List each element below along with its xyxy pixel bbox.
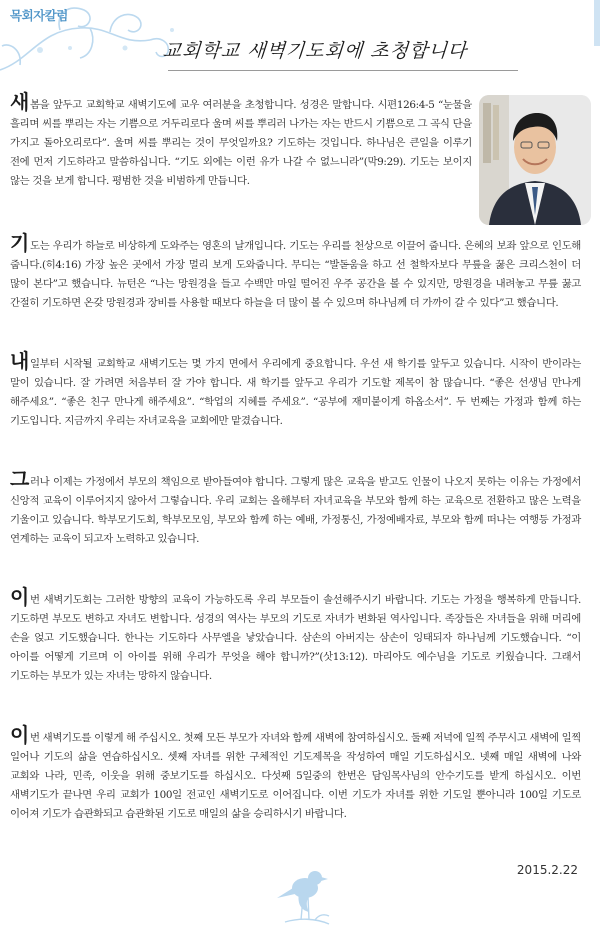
pastor-photo [479, 95, 591, 225]
column-tag: 목회자칼럼 [10, 8, 68, 23]
publish-date: 2015.2.22 [516, 863, 578, 877]
bird-icon [275, 862, 337, 934]
drop-cap: 그 [10, 467, 29, 491]
article-paragraph-1 [10, 90, 472, 191]
drop-cap: 이 [10, 585, 29, 609]
article-paragraph-5 [10, 585, 581, 686]
paragraph-text: 일부터 시작될 교회학교 새벽기도는 몇 가지 면에서 우리에게 중요합니다. 우선 새 학기를 앞두고 있습니다. 시작이 반이라는 말이 있습니다. 잘 가려면 처음부터 잘 가야 합니다. 새 학기를 앞두고 우리가 기도할 제목이 참 많습니다. “좋은 선생님 만나게 해주세요”. “좋은 친구 만나게 해주세요”. “학업의 지혜를 주세요”. “공부에 재미붙이게 하옵소서”. 두 번째는 가정과 함께 하는 기도입니다. 지금까지 우리는 자녀교육을 교회에만 맡겼습니다. [10, 358, 581, 428]
article-paragraph-4 [10, 467, 581, 549]
title-divider [168, 70, 518, 71]
drop-cap: 내 [10, 349, 29, 373]
paragraph-text: 도는 우리가 하늘로 비상하게 도와주는 영혼의 날개입니다. 기도는 우리를 천상으로 이끌어 줍니다. 은혜의 보좌 앞으로 인도해 줍니다.(히4:16) 가장 높은 곳에서 가장 멀리 보게 도와줍니다. 무디는 “발돋움을 하고 선 철학자보다 무릎을 꿇은 크리스천이 더 많이 본다”고 했습니다. 뉴턴은 “나는 망원경을 들고 수백만 마일 떨어진 우주 공간을 볼 수 있지만, 망원경을 내려놓고 무릎 꿇고 간절히 기도하면 온갖 망원경과 장비를 사용할 때보다 하늘을 더 많이 볼 수 있으며 하나님께 더 가까이 갈 수 있다”고 했습니다. [10, 240, 581, 310]
drop-cap: 새 [10, 90, 29, 114]
paragraph-text: 번 새벽기도회는 그러한 방향의 교육이 가능하도록 우리 부모들이 솔선해주시기 바랍니다. 기도는 가정을 행복하게 만듭니다. 기도하면 부모도 변하고 자녀도 변합니다. 성경의 역사는 부모의 기도로 자녀가 변화된 역사입니다. 족장들은 자녀들을 위해 머리에 손을 얹고 기도했습니다. 한나는 기도하다 사무엘을 낳았습니다. 삼손의 아버지는 삼손이 잉태되자 하나님께 기도했습니다. “이 아이를 어떻게 기르며 이 아이를 위해 우리가 무엇을 해야 합니까?”(삿13:12). 마리아도 예수님을 기도로 키웠습니다. 그래서 기도하는 부모가 있는 자녀는 망하지 않습니다. [10, 594, 581, 683]
paragraph-text: 러나 이제는 가정에서 부모의 책임으로 받아들여야 합니다. 그렇게 많은 교육을 받고도 인물이 나오지 못하는 이유는 가정에서 신앙적 교육이 이루어지지 않아서 그렇습니다. 우리 교회는 올해부터 자녀교육을 부모와 함께 하는 교육으로 전환하고 많은 노력을 기울이고 있습니다. 학부모기도회, 학부모모임, 부모와 함께 하는 예배, 가정통신, 가정예배자료, 부모와 함께 떠나는 여행등 가정과 연계하는 교육이 되고자 노력하고 있습니다. [10, 476, 581, 546]
corner-accent-bar [594, 0, 600, 46]
paragraph-text: 봄을 앞두고 교회학교 새벽기도에 교우 여러분을 초청합니다. 성경은 말합니다. 시편126:4-5 “눈물을 흘리며 씨를 뿌리는 자는 기쁨으로 거두리로다 울며 씨를 뿌리러 나가는 자는 반드시 기쁨으로 그 곡식 단을 가지고 돌아오리로다”. 울며 씨를 뿌리는 것이 무엇일까요? 기도하는 것입니다. 하나님은 큰일을 이루기 전에 먼저 기도하라고 말씀하십니다. “기도 외에는 이런 유가 나갈 수 없느니라”(막9:29). 기도는 보이지 않는 것을 보게 합니다. 평범한 것을 비범하게 만듭니다. [10, 99, 472, 188]
paragraph-text: 번 새벽기도를 이렇게 해 주십시오. 첫째 모든 부모가 자녀와 함께 새벽에 참여하십시오. 둘째 저녁에 일찍 주무시고 새벽에 일찍 일어나 기도의 삶을 연습하십시오. 셋째 자녀를 위한 구체적인 기도제목을 작성하여 매일 기도하십시오. 넷째 매일 새벽에 나와 교회와 나라, 민족, 이웃을 위해 중보기도를 하십시오. 다섯째 5일중의 한번은 담임목사님의 안수기도를 받게 하십시오. 이번 새벽기도가 끝나면 우리 교회가 100일 전교인 새벽기도로 이어집니다. 이번 기도가 자녀를 위한 기도일 뿐아니라 100일 기도로 이어져 기도가 습관화되고 습관화된 기도로 매일의 삶을 승리하시기 바랍니다. [10, 732, 581, 821]
article-paragraph-3 [10, 349, 581, 431]
article-paragraph-6 [10, 723, 581, 824]
page-title: 교회학교 새벽기도회에 초청합니다 [161, 40, 468, 62]
article-paragraph-2 [10, 231, 581, 313]
drop-cap: 이 [10, 723, 29, 747]
drop-cap: 기 [10, 231, 29, 255]
